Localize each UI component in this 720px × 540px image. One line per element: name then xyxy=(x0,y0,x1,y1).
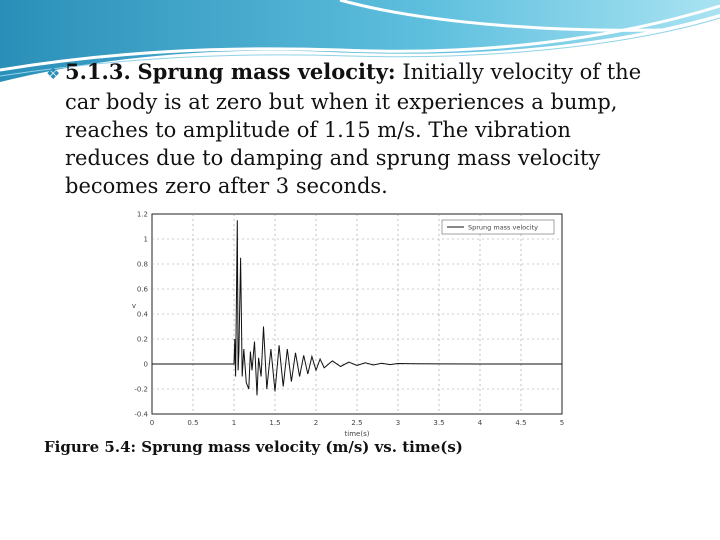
y-tick-label: -0.2 xyxy=(134,385,148,394)
x-tick-label: 2.5 xyxy=(351,419,363,427)
bullet-line-2: car body is at zero but when it experiences a bump, xyxy=(65,90,618,114)
x-axis-label: time(s) xyxy=(344,430,370,438)
y-tick-label: -0.4 xyxy=(134,410,148,419)
x-tick-label: 2 xyxy=(313,419,319,427)
y-tick-label: 0.4 xyxy=(136,310,148,319)
x-tick-label: 1 xyxy=(231,419,237,427)
bullet-icon: ❖ xyxy=(46,64,61,83)
x-tick-label: 5 xyxy=(559,419,565,427)
y-tick-label: 0.8 xyxy=(136,260,148,269)
y-tick-label: 0.6 xyxy=(136,285,148,294)
line1-rest: Initially velocity of the xyxy=(402,60,642,84)
y-tick-label: 1.2 xyxy=(136,210,148,219)
x-tick-label: 0.5 xyxy=(187,419,199,427)
x-tick-label: 0 xyxy=(149,419,155,427)
x-tick-label: 4 xyxy=(477,419,483,427)
heading-number: 5.1.3. xyxy=(65,59,131,84)
x-tick-label: 3 xyxy=(395,419,401,427)
y-tick-label: 1 xyxy=(143,235,148,244)
y-tick-label: 0.2 xyxy=(136,335,148,344)
bullet-paragraph xyxy=(46,58,686,200)
x-tick-label: 1.5 xyxy=(269,419,281,427)
figure-caption: Figure 5.4: Sprung mass velocity (m/s) vs. time(s) xyxy=(44,438,463,456)
bullet-line-5: becomes zero after 3 seconds. xyxy=(65,174,388,198)
x-tick-label: 4.5 xyxy=(515,419,527,427)
velocity-plot xyxy=(88,198,584,438)
bullet-line-3: reaches to amplitude of 1.15 m/s. The vibration xyxy=(65,118,571,142)
y-axis-label: v xyxy=(131,302,137,310)
x-tick-label: 3.5 xyxy=(433,419,445,427)
bullet-line-1 xyxy=(46,58,686,88)
heading-bold: Sprung mass velocity: xyxy=(137,59,396,84)
y-tick-label: 0 xyxy=(143,360,148,369)
bullet-line-4: reduces due to damping and sprung mass velocity xyxy=(65,146,601,170)
legend-label: Sprung mass velocity xyxy=(468,223,538,232)
